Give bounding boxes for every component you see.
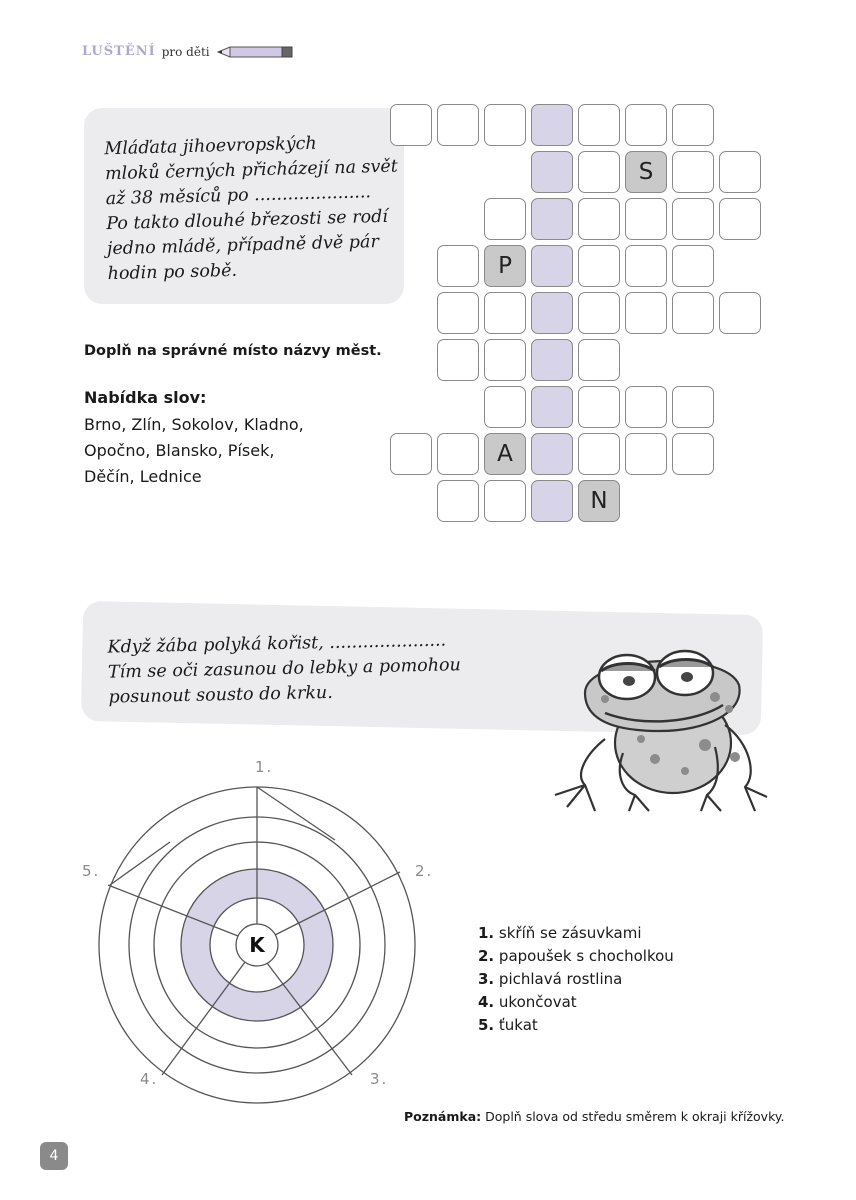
brand-subtitle: pro děti [161, 44, 210, 59]
crossword-clue: Mláďata jihoevropských mloků černých přicházejí na svět až 38 měsíců po ..................... Po takto dlouhé březosti se rodí jedno mládě, případně dvě pár hodin po sobě. [104, 133, 399, 285]
crossword-cell[interactable] [437, 480, 479, 522]
crossword-cell[interactable] [578, 339, 620, 381]
crossword-cell[interactable] [484, 292, 526, 334]
brand-title: LUŠTĚNÍ [82, 44, 156, 59]
crossword-cell[interactable] [625, 292, 667, 334]
crossword-given-cell: S [625, 151, 667, 193]
word-offer-title: Nabídka slov: [84, 388, 207, 407]
crossword-instruction: Doplň na správné místo názvy měst. [84, 343, 382, 359]
footnote-text: Doplň slova od středu směrem k okraji křížovky. [481, 1109, 785, 1124]
crossword-cell[interactable] [672, 386, 714, 428]
crossword-key-cell[interactable] [531, 198, 573, 240]
crossword-key-cell[interactable] [531, 339, 573, 381]
footnote-label: Poznámka: [404, 1109, 482, 1124]
frog-illustration [545, 635, 775, 815]
sector-label-1: 1. [255, 758, 274, 776]
list-item: 1. skříň se zásuvkami [478, 924, 642, 942]
crossword-cell[interactable] [484, 480, 526, 522]
crossword-cell[interactable] [672, 198, 714, 240]
crossword-cell[interactable] [484, 198, 526, 240]
wheel-clue: Když žába polyká kořist, ..................... Tím se oči zasunou do lebky a pomohou posunout sousto do krku. [107, 630, 461, 708]
page-number: 4 [40, 1142, 68, 1170]
crossword-key-cell[interactable] [531, 386, 573, 428]
page-header [82, 44, 296, 59]
crossword-given-cell: P [484, 245, 526, 287]
crossword-cell[interactable] [437, 104, 479, 146]
crossword-cell[interactable] [625, 433, 667, 475]
crossword-cell[interactable] [719, 292, 761, 334]
crossword-key-cell[interactable] [531, 104, 573, 146]
crossword-cell[interactable] [578, 433, 620, 475]
crossword-key-cell[interactable] [531, 151, 573, 193]
crossword-cell[interactable] [719, 151, 761, 193]
crossword-cell[interactable] [484, 104, 526, 146]
crossword-cell[interactable] [578, 245, 620, 287]
crossword-cell[interactable] [672, 433, 714, 475]
wheel-puzzle [90, 780, 430, 1120]
sector-label-2: 2. [415, 862, 434, 880]
list-item: 4. ukončovat [478, 993, 577, 1011]
sector-label-5: 5. [82, 862, 101, 880]
crossword-cell[interactable] [672, 245, 714, 287]
wheel-center-letter: K [249, 933, 265, 957]
crossword-cell[interactable] [625, 386, 667, 428]
crossword-cell[interactable] [672, 151, 714, 193]
sector-label-3: 3. [370, 1070, 389, 1088]
list-item: 3. pichlavá rostlina [478, 970, 623, 988]
crossword-cell[interactable] [484, 339, 526, 381]
crossword-cell[interactable] [578, 292, 620, 334]
crossword-cell[interactable] [390, 104, 432, 146]
sector-label-4: 4. [140, 1070, 159, 1088]
crossword-cell[interactable] [625, 245, 667, 287]
crossword-given-cell: N [578, 480, 620, 522]
crossword-cell[interactable] [437, 245, 479, 287]
crossword-cell[interactable] [672, 104, 714, 146]
crossword-cell[interactable] [484, 386, 526, 428]
list-item: 5. ťukat [478, 1016, 538, 1034]
crossword-cell[interactable] [578, 151, 620, 193]
crossword-key-cell[interactable] [531, 433, 573, 475]
crossword-key-cell[interactable] [531, 480, 573, 522]
crossword-cell[interactable] [437, 292, 479, 334]
crossword-cell[interactable] [719, 198, 761, 240]
crossword-cell[interactable] [625, 104, 667, 146]
crossword-key-cell[interactable] [531, 292, 573, 334]
crossword-cell[interactable] [625, 198, 667, 240]
pencil-icon [216, 45, 296, 59]
crossword-cell[interactable] [437, 433, 479, 475]
footnote [404, 1109, 784, 1124]
wheel-clue-list [478, 922, 674, 1037]
crossword-key-cell[interactable] [531, 245, 573, 287]
crossword-cell[interactable] [672, 292, 714, 334]
crossword-cell[interactable] [578, 104, 620, 146]
list-item: 2. papoušek s chocholkou [478, 947, 674, 965]
word-offer-list: Brno, Zlín, Sokolov, Kladno, Opočno, Blansko, Písek, Děčín, Lednice [84, 415, 304, 486]
crossword-given-cell: A [484, 433, 526, 475]
crossword-cell[interactable] [437, 339, 479, 381]
crossword-cell[interactable] [390, 433, 432, 475]
crossword-cell[interactable] [578, 198, 620, 240]
crossword-cell[interactable] [578, 386, 620, 428]
